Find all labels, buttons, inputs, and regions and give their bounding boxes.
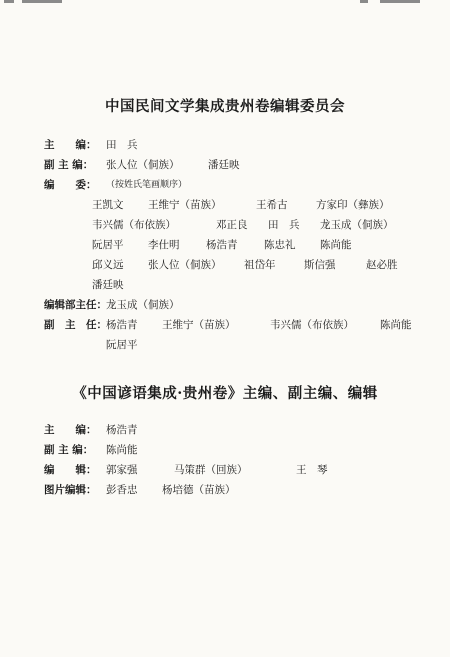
person-name: 杨浩青	[106, 424, 138, 436]
role-row-photo-editors	[44, 480, 444, 500]
person-name: 方家印（彝族）	[316, 199, 390, 211]
person-name: 潘廷映	[208, 159, 240, 171]
proverbs-editors-list	[44, 420, 444, 500]
role-label: 编辑部主任：	[44, 299, 107, 311]
person-name: 杨培德（苗族）	[162, 484, 236, 496]
role-label: 图片编辑：	[44, 484, 97, 496]
person-name: 陈尚能	[106, 444, 138, 456]
member-row	[44, 335, 444, 355]
person-name: 马策群（回族）	[174, 464, 248, 476]
member-row	[44, 195, 444, 215]
person-name: 王维宁（苗族）	[162, 319, 236, 331]
person-name: 王 琴	[296, 464, 328, 476]
role-label: 主 编：	[44, 424, 97, 436]
person-name: 陈尚能	[320, 239, 352, 251]
person-name: 潘廷映	[92, 279, 124, 291]
person-name: 邱义远	[92, 259, 124, 271]
person-name: 李仕明	[148, 239, 180, 251]
person-name: 张人位（侗族）	[148, 259, 222, 271]
person-name: 韦兴儒（布依族）	[270, 319, 354, 331]
person-name: 杨浩青	[206, 239, 238, 251]
role-row-editorial-director	[44, 295, 444, 315]
proverbs-editors-title: 《中国谚语集成·贵州卷》主编、副主编、编辑	[72, 385, 378, 402]
person-name: 祖岱年	[244, 259, 276, 271]
role-label: 编 委：	[44, 179, 97, 191]
member-row	[44, 275, 444, 295]
member-row	[44, 235, 444, 255]
person-name: 田 兵	[268, 219, 300, 231]
member-row	[44, 255, 444, 275]
person-name: 陈忠礼	[264, 239, 296, 251]
role-row-editors	[44, 460, 444, 480]
committee-list	[44, 135, 444, 355]
person-name: 阮居平	[92, 239, 124, 251]
person-name: 龙玉成（侗族）	[320, 219, 394, 231]
role-row-committee-members	[44, 175, 444, 195]
person-name: 王维宁（苗族）	[148, 199, 222, 211]
role-label: 编 辑：	[44, 464, 97, 476]
role-label: 副 主 编：	[44, 444, 94, 456]
ordering-note: （按姓氏笔画顺序）	[106, 180, 188, 190]
role-row-chief-editor	[44, 135, 444, 155]
person-name: 田 兵	[106, 139, 138, 151]
person-name: 阮居平	[106, 339, 138, 351]
person-name: 彭香忠	[106, 484, 138, 496]
role-label: 副 主 编：	[44, 159, 94, 171]
person-name: 陈尚能	[380, 319, 412, 331]
role-row-deputy-chief-editor	[44, 440, 444, 460]
committee-title: 中国民间文学集成贵州卷编辑委员会	[105, 98, 345, 115]
role-label: 副 主 任：	[44, 319, 107, 331]
person-name: 韦兴儒（布依族）	[92, 219, 176, 231]
person-name: 张人位（侗族）	[106, 159, 180, 171]
member-row	[44, 215, 444, 235]
person-name: 王凯文	[92, 199, 124, 211]
person-name: 邓正良	[216, 219, 248, 231]
role-row-deputy-director	[44, 315, 444, 335]
role-row-deputy-chief-editor	[44, 155, 444, 175]
person-name: 龙玉成（侗族）	[106, 299, 180, 311]
role-row-chief-editor	[44, 420, 444, 440]
person-name: 王希古	[256, 199, 288, 211]
person-name: 赵必胜	[366, 259, 398, 271]
person-name: 郭家强	[106, 464, 138, 476]
role-label: 主 编：	[44, 139, 97, 151]
person-name: 斯信强	[304, 259, 336, 271]
person-name: 杨浩青	[106, 319, 138, 331]
